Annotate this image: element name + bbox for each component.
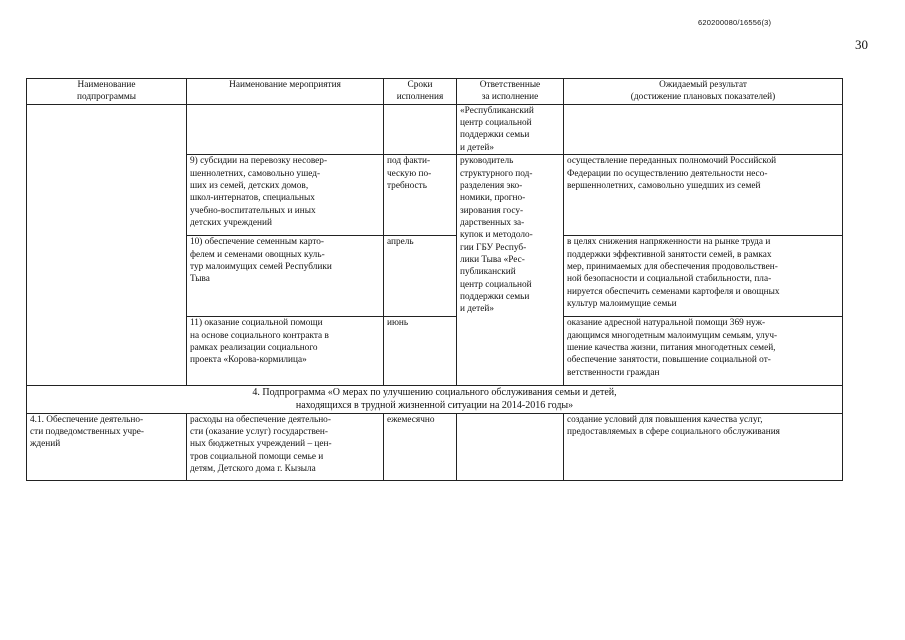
- event-item-11: 11) оказание социальной помощи на основе социального контракта в рамках реализации социального проекта «Корова-кормилица»: [187, 317, 384, 386]
- responsible-continued: «Республиканский центр социальной поддержки семьи и детей»: [457, 104, 564, 154]
- header-subprogram: Наименование подпрограммы: [27, 79, 187, 105]
- responsible-merged: руководитель структурного под- разделения эко- номики, прогно- зирования госу- дарственных за- купок и методоло- гии ГБУ Респуб- лики Тыва «Рес- публиканский центр социальной поддержки семьи и детей»: [457, 155, 564, 386]
- result-item-10: в целях снижения напряженности на рынке труда и поддержки эффективной занятости семей, в рамках мер, принимаемых для обеспечения продовольствен- ной безопасности и социальной стабильности, пла- нируется обеспечить семенами картофеля и овощных культур малоимущие семьи: [564, 236, 843, 317]
- header-row: [27, 79, 843, 105]
- subprogram-title-row: [27, 386, 843, 414]
- header-result: Ожидаемый результат (достижение плановых показателей): [564, 79, 843, 105]
- event-item-9: 9) субсидии на перевозку несовер- шеннолетних, самовольно ушед- ших из семей, детских домов, школ-интернатов, специальных учебно-воспитательных и иных детских учреждений: [187, 155, 384, 236]
- event-cell-empty: [187, 104, 384, 154]
- header-deadline: Сроки исполнения: [384, 79, 457, 105]
- deadline-cell-empty: [384, 104, 457, 154]
- header-event: Наименование мероприятия: [187, 79, 384, 105]
- event-item-10: 10) обеспечение семенным карто- фелем и семенами овощных куль- тур малоимущих семей Республики Тыва: [187, 236, 384, 317]
- deadline-item-9: под факти- ческую по- требность: [384, 155, 457, 236]
- responsible-item-4-1: [457, 413, 564, 480]
- subprogram-4-title: 4. Подпрограмма «О мерах по улучшению социального обслуживания семьи и детей, находящихся в трудной жизненной ситуации на 2014-2016 годы»: [27, 386, 843, 414]
- result-item-9: осуществление переданных полномочий Российской Федерации по осуществлению деятельности несо- вершеннолетних, самовольно ушедших из семей: [564, 155, 843, 236]
- result-item-11: оказание адресной натуральной помощи 369 нуж- дающимся многодетным малоимущим семьям, улуч- шение качества жизни, питания многодетных семей, обеспечение занятости, повышение социальной от- ветственности граждан: [564, 317, 843, 386]
- measures-table: [26, 78, 843, 481]
- deadline-item-11: июнь: [384, 317, 457, 386]
- result-cell-empty: [564, 104, 843, 154]
- table-row: [27, 104, 843, 154]
- document-id: 620200080/16556(3): [698, 18, 772, 27]
- deadline-item-4-1: ежемесячно: [384, 413, 457, 480]
- subprogram-cell-empty: [27, 104, 187, 385]
- deadline-item-10: апрель: [384, 236, 457, 317]
- page-number: 30: [855, 37, 868, 52]
- event-item-4-1: расходы на обеспечение деятельно- сти (оказание услуг) государствен- ных бюджетных учреждений – цен- тров социальной помощи семье и детям, Детского дома г. Кызыла: [187, 413, 384, 480]
- subprogram-item-4-1: 4.1. Обеспечение деятельно- сти подведомственных учре- ждений: [27, 413, 187, 480]
- result-item-4-1: создание условий для повышения качества услуг, предоставляемых в сфере социального обслуживания: [564, 413, 843, 480]
- table-row: [27, 413, 843, 480]
- header-responsible: Ответственные за исполнение: [457, 79, 564, 105]
